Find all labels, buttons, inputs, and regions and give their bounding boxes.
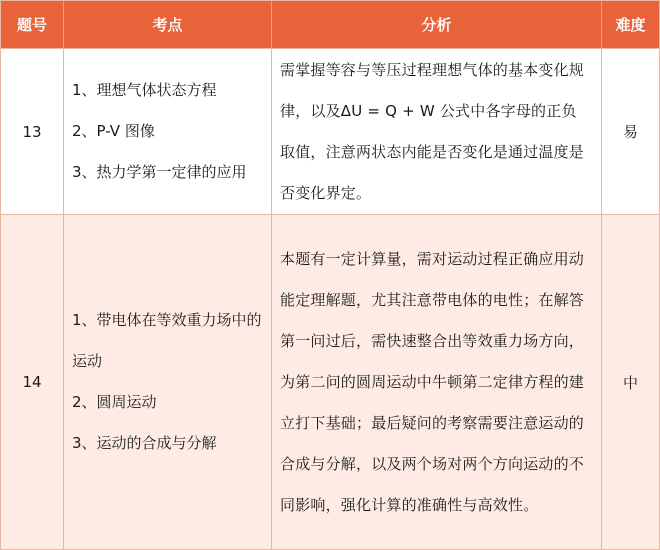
- table-row: [1, 214, 659, 549]
- row-points-cell: [63, 49, 271, 214]
- header-difficulty-label: 难度: [615, 16, 646, 34]
- analysis-text: 需掌握等容与等压过程理想气体的基本变化规律，以及ΔU = Q + W 公式中各字母的正负取值，注意两状态内能是否变化是通过温度是否变化界定。: [280, 60, 585, 202]
- row-analysis-cell: [271, 215, 601, 549]
- knowledge-points-list: [72, 300, 262, 464]
- knowledge-points-list: [72, 70, 247, 193]
- knowledge-point: 3、热力学第一定律的应用: [72, 163, 247, 181]
- knowledge-point: 1、带电体在等效重力场中的: [72, 311, 262, 329]
- row-points-cell: [63, 215, 271, 549]
- header-cell-number: [1, 1, 63, 48]
- header-cell-points: [63, 1, 271, 48]
- row-difficulty-cell: [601, 49, 659, 214]
- knowledge-point: 2、P-V 图像: [72, 122, 155, 140]
- row-difficulty-cell: [601, 215, 659, 549]
- header-number-label: 题号: [16, 16, 47, 34]
- row-analysis-cell: [271, 49, 601, 214]
- header-cell-difficulty: [601, 1, 659, 48]
- table-header-row: [1, 1, 659, 48]
- header-points-label: 考点: [152, 16, 183, 34]
- knowledge-point: 3、运动的合成与分解: [72, 434, 217, 452]
- difficulty-value: 中: [622, 373, 638, 392]
- question-number: 14: [22, 373, 42, 391]
- question-number: 13: [22, 122, 42, 141]
- table-row: [1, 48, 659, 214]
- analysis-text: 本题有一定计算量，需对运动过程正确应用动能定理解题，尤其注意带电体的电性；在解答第一问过后，需快速整合出等效重力场方向，为第二问的圆周运动中牛顿第二定律方程的建立打下基础；最后疑问的考察需要注意运动的合成与分解，以及两个场对两个方向运动的不同影响，强化计算的准确性与高效性。: [280, 249, 585, 514]
- difficulty-value: 易: [622, 123, 638, 141]
- knowledge-point: 2、圆周运动: [72, 393, 157, 411]
- header-analysis-label: 分析: [421, 16, 452, 34]
- header-cell-analysis: [271, 1, 601, 48]
- row-number-cell: [1, 215, 63, 549]
- knowledge-point: 1、理想气体状态方程: [72, 81, 217, 99]
- knowledge-point: 运动: [72, 352, 103, 370]
- row-number-cell: [1, 49, 63, 214]
